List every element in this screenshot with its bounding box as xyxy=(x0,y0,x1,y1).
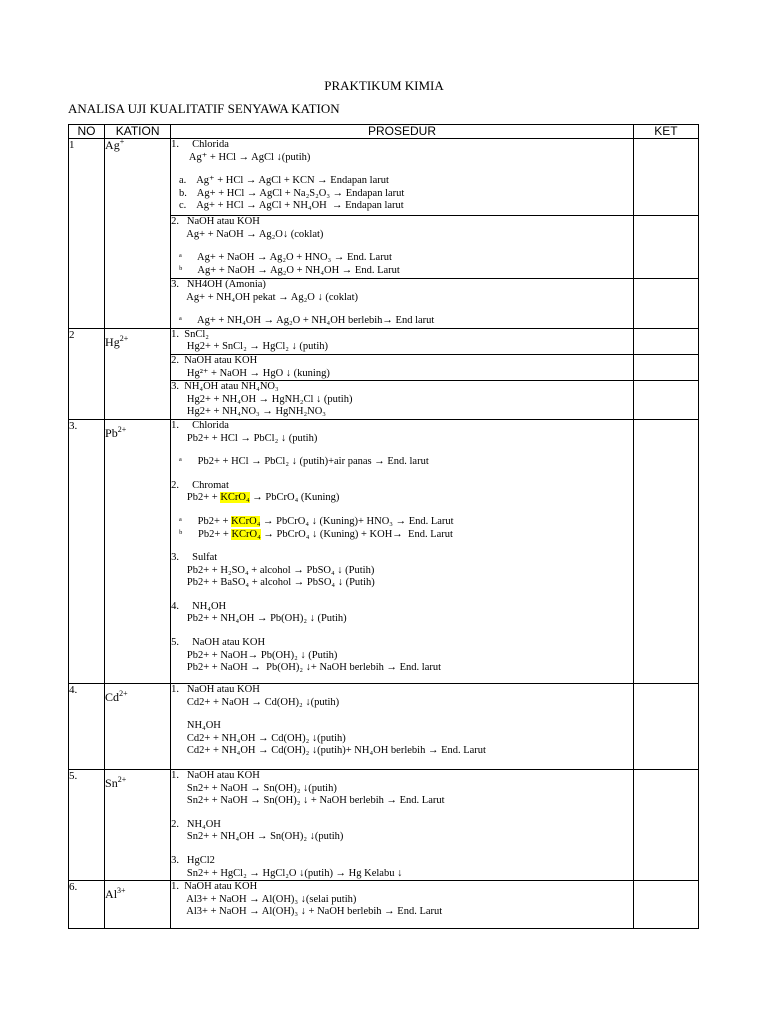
highlighted-formula: KCrO₄ xyxy=(231,528,261,540)
row-no: 6. xyxy=(69,881,105,929)
header-no: NO xyxy=(69,125,105,139)
page-subtitle: ANALISA UJI KUALITATIF SENYAWA KATION xyxy=(68,101,340,116)
procedure-line: 1. NaOH atau KOH xyxy=(171,769,260,781)
procedure-line: Sn2+ + NH₄OH → Sn(OH)₂ ↓(putih) xyxy=(171,831,344,843)
row-no: 4. xyxy=(69,683,105,769)
kation-charge: 2+ xyxy=(119,688,128,698)
prosedur-cell xyxy=(171,354,634,380)
prosedur-cell xyxy=(171,279,634,329)
procedure-line: 4. NH₄OH xyxy=(171,600,227,612)
spacer xyxy=(171,505,633,516)
kation-charge: 2+ xyxy=(117,774,127,784)
prosedur-cell xyxy=(171,683,634,769)
spacer xyxy=(171,445,633,456)
spacer xyxy=(171,844,633,855)
prosedur-cell xyxy=(171,328,634,354)
procedure-line: ᵃ Ag+ + NaOH → Ag₂O + HNO₃ → End. Larut xyxy=(171,252,392,264)
kation-symbol: Sn xyxy=(105,775,118,790)
ket-cell xyxy=(633,279,698,329)
kation-charge: 3+ xyxy=(117,886,126,896)
spacer xyxy=(171,709,633,720)
procedure-line: Sn2+ + NaOH → Sn(OH)₂ ↓(putih) xyxy=(171,782,337,794)
spacer xyxy=(171,164,633,175)
page-title: PRAKTIKUM KIMIA xyxy=(324,78,444,93)
procedure-line: 2. Chromat xyxy=(171,479,229,491)
prosedur-cell xyxy=(171,419,634,683)
spacer xyxy=(171,590,633,601)
kation-charge: 2+ xyxy=(117,424,127,434)
procedure-line: Al3+ + NaOH → Al(OH)₃ ↓ + NaOH berlebih → End. Larut xyxy=(171,906,443,918)
prosedur-cell xyxy=(171,139,634,216)
kation-cell xyxy=(105,139,171,329)
procedure-line: Cd2+ + NaOH → Cd(OH)₂ ↓(putih) xyxy=(171,696,340,708)
row-no: 3. xyxy=(69,419,105,683)
header-prosedur: PROSEDUR xyxy=(171,125,634,139)
procedure-line: 2. NH₄OH xyxy=(171,818,221,830)
header-kation: KATION xyxy=(105,125,171,139)
procedure-line: Pb2+ + NH₄OH → Pb(OH)₂ ↓ (Putih) xyxy=(171,613,347,625)
table-row xyxy=(69,683,699,769)
kation-cell xyxy=(105,881,171,929)
kation-symbol: Cd xyxy=(105,689,120,704)
procedure-line: ᵇ Ag+ + NaOH → Ag₂O + NH₄OH → End. Larut xyxy=(171,264,400,276)
procedure-line: 2. NaOH atau KOH xyxy=(171,216,260,227)
procedure-line: Hg2+ + NH₄NO₃ → HgNH₂NO₃ xyxy=(171,406,326,418)
spacer xyxy=(171,469,633,480)
procedure-line: 2. NaOH atau KOH xyxy=(171,354,258,366)
table-row xyxy=(69,328,699,354)
procedure-line: ᵃ Ag+ + NH₄OH → Ag₂O + NH₄OH berlebih→ End larut xyxy=(171,315,435,327)
table-row xyxy=(69,881,699,929)
spacer xyxy=(171,241,633,252)
ket-cell xyxy=(633,769,698,880)
procedure-line: Hg2+ + NH₄OH → HgNH₂Cl ↓ (putih) xyxy=(171,393,353,405)
ket-cell xyxy=(633,216,698,279)
ket-cell xyxy=(633,354,698,380)
kation-symbol: Ag xyxy=(105,138,120,152)
procedure-line: Pb2+ + H₂SO₄ + alcohol → PbSO₄ ↓ (Putih) xyxy=(171,564,375,576)
procedure-line: 1. NaOH atau KOH xyxy=(171,683,260,695)
procedure-line: NH₄OH xyxy=(171,720,221,732)
kation-cell xyxy=(105,769,171,880)
ket-cell xyxy=(633,419,698,683)
table-row xyxy=(69,769,699,880)
procedure-line: Pb2+ + HCl → PbCl₂ ↓ (putih) xyxy=(171,432,318,444)
procedure-line: 3. NH4OH (Amonia) xyxy=(171,279,266,290)
procedure-line: Cd2+ + NH₄OH → Cd(OH)₂ ↓(putih)+ NH₄OH berlebih → End. Larut xyxy=(171,745,486,757)
table-row xyxy=(69,419,699,683)
procedure-line: ᵃ Pb2+ + KCrO₄ → PbCrO₄ ↓ (Kuning)+ HNO₃ → End. Larut xyxy=(171,515,454,527)
procedure-line: Ag⁺ + HCl → AgCl ↓(putih) xyxy=(171,151,311,163)
procedure-line: Pb2+ + NaOH→ Pb(OH)₂ ↓ (Putih) xyxy=(171,649,338,661)
spacer xyxy=(171,304,633,315)
procedure-line: Pb2+ + BaSO₄ + alcohol → PbSO₄ ↓ (Putih) xyxy=(171,577,375,589)
prosedur-cell xyxy=(171,769,634,880)
procedure-line: ᵇ Pb2+ + KCrO₄ → PbCrO₄ ↓ (Kuning) + KOH→ End. Larut xyxy=(171,528,453,540)
procedure-line: a. Ag⁺ + HCl → AgCl + KCN → Endapan larut xyxy=(171,175,389,187)
header-ket: KET xyxy=(633,125,698,139)
procedure-line: ᵃ Pb2+ + HCl → PbCl₂ ↓ (putih)+air panas → End. larut xyxy=(171,456,429,468)
highlighted-formula: KCrO₄ xyxy=(220,492,250,504)
procedure-line: Al3+ + NaOH → Al(OH)₃ ↓(selai putih) xyxy=(171,893,357,905)
spacer xyxy=(171,626,633,637)
procedure-line: 1. Chlorida xyxy=(171,419,229,431)
kation-symbol: Al xyxy=(105,887,118,902)
row-no: 1 xyxy=(69,139,105,329)
procedure-line: Pb2+ + KCrO₄ → PbCrO₄ (Kuning) xyxy=(171,492,340,504)
procedure-line: Cd2+ + NH₄OH → Cd(OH)₂ ↓(putih) xyxy=(171,732,346,744)
kation-symbol: Pb xyxy=(105,425,118,440)
procedure-line: 3. NH₄OH atau NH₄NO₃ xyxy=(171,381,279,393)
prosedur-cell xyxy=(171,381,634,420)
procedure-line: 1. SnCl₂ xyxy=(171,328,209,340)
procedure-line: Pb2+ + NaOH → Pb(OH)₂ ↓+ NaOH berlebih → End. larut xyxy=(171,662,442,674)
spacer xyxy=(171,541,633,552)
prosedur-cell xyxy=(171,216,634,279)
table-header-row xyxy=(69,125,699,139)
procedure-line: 1. NaOH atau KOH xyxy=(171,881,258,893)
kation-symbol: Hg xyxy=(105,334,120,349)
procedure-line: 3. HgCl2 xyxy=(171,854,215,866)
ket-cell xyxy=(633,881,698,929)
procedure-line: 3. Sulfat xyxy=(171,552,218,564)
row-no: 2 xyxy=(69,328,105,419)
ket-cell xyxy=(633,328,698,354)
kation-cell xyxy=(105,683,171,769)
procedure-line: Hg²⁺ + NaOH → HgO ↓ (kuning) xyxy=(171,367,330,379)
spacer xyxy=(171,808,633,819)
ket-cell xyxy=(633,381,698,420)
highlighted-formula: KCrO₄ xyxy=(231,515,261,527)
procedure-line: c. Ag+ + HCl → AgCl + NH₄OH → Endapan larut xyxy=(171,200,404,212)
kation-charge: + xyxy=(119,137,125,146)
kation-cell xyxy=(105,419,171,683)
procedure-line: Sn2+ + HgCl₂ → HgCl₂O ↓(putih) → Hg Kelabu ↓ xyxy=(171,867,403,879)
procedure-line: Sn2+ + NaOH → Sn(OH)₂ ↓ + NaOH berlebih → End. Larut xyxy=(171,795,445,807)
cation-table xyxy=(68,124,699,929)
table-row xyxy=(69,139,699,216)
ket-cell xyxy=(633,139,698,216)
row-no: 5. xyxy=(69,769,105,880)
prosedur-cell xyxy=(171,881,634,929)
kation-charge: 2+ xyxy=(119,333,129,343)
procedure-line: Hg2+ + SnCl₂ → HgCl₂ ↓ (putih) xyxy=(171,341,328,353)
procedure-line: b. Ag+ + HCl → AgCl + Na₂S₂O₃ → Endapan larut xyxy=(171,187,405,199)
procedure-line: Ag+ + NH₄OH pekat → Ag₂O ↓ (coklat) xyxy=(171,291,358,303)
procedure-line: Ag+ + NaOH → Ag₂O↓ (coklat) xyxy=(171,228,324,240)
kation-cell xyxy=(105,328,171,419)
procedure-line: 1. Chlorida xyxy=(171,139,229,150)
ket-cell xyxy=(633,683,698,769)
procedure-line: 5. NaOH atau KOH xyxy=(171,637,266,649)
